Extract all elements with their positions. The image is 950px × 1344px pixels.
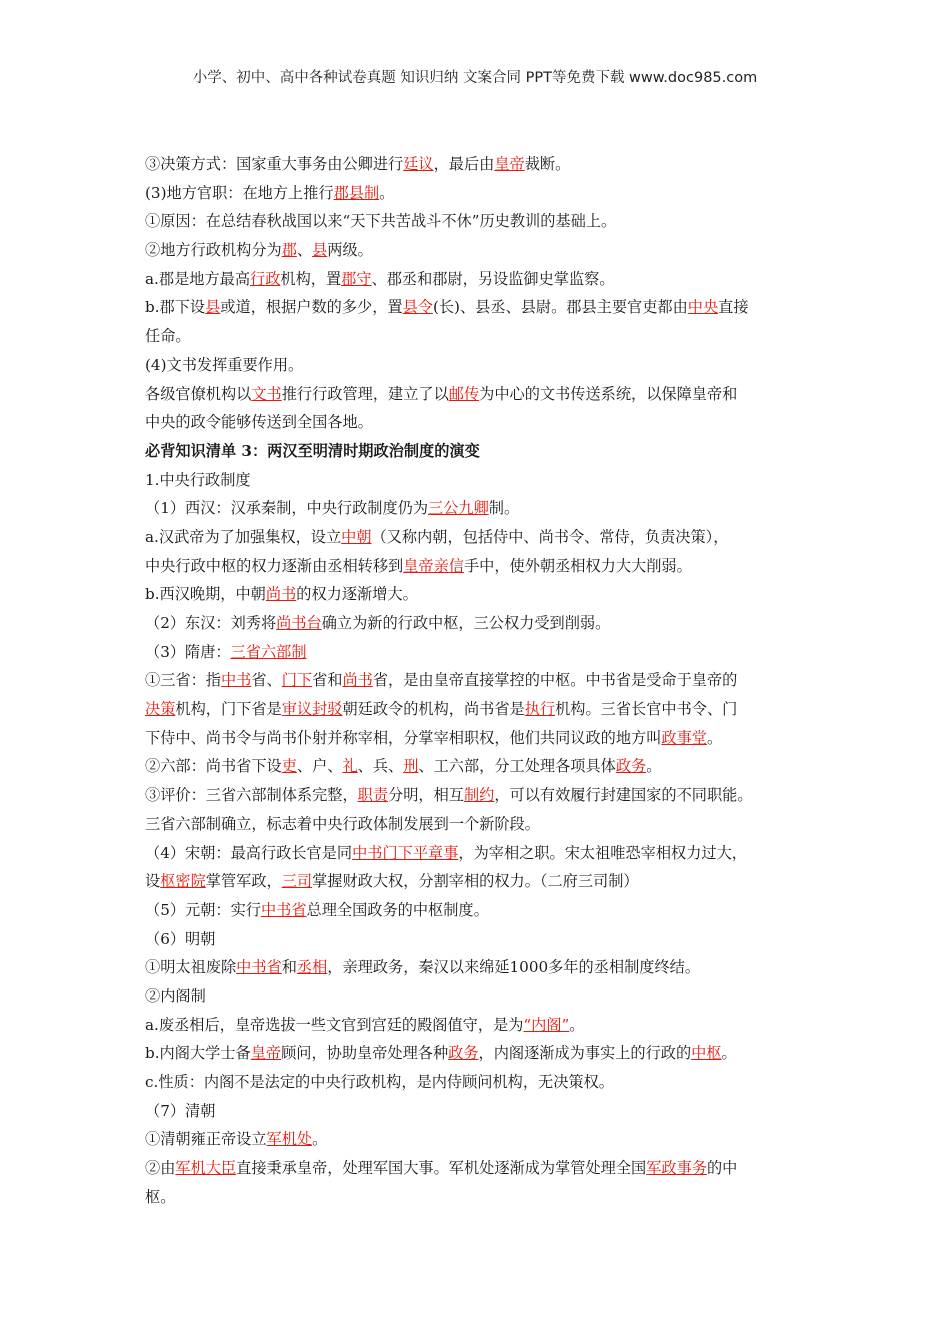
text-line bbox=[145, 179, 810, 208]
text-segment: a.废丞相后，皇帝选拔一些文官到宫廷的殿阁值守，是为 bbox=[145, 1015, 524, 1034]
keyword-blank: 丞相 bbox=[296, 958, 328, 977]
text-segment: ②内阁制 bbox=[145, 986, 206, 1005]
keyword-blank: 门下 bbox=[281, 671, 313, 690]
keyword-blank: 邮传 bbox=[448, 384, 480, 403]
text-segment: 直接秉承皇帝，处理军国大事。军机处逐渐成为掌管处理全国 bbox=[236, 1159, 647, 1178]
text-segment: ①三省：指 bbox=[145, 671, 221, 690]
text-segment: 或道，根据户数的多少，置 bbox=[220, 298, 403, 317]
keyword-blank: 三省六部制 bbox=[230, 642, 307, 661]
text-line bbox=[145, 839, 810, 868]
text-line bbox=[145, 150, 810, 179]
text-line bbox=[145, 1097, 810, 1126]
text-segment: （6）明朝 bbox=[145, 929, 216, 948]
text-line bbox=[145, 437, 810, 466]
text-line bbox=[145, 380, 810, 409]
keyword-blank: 执行 bbox=[524, 700, 556, 719]
text-segment: 、工六部，分工处理各项具体 bbox=[418, 757, 616, 776]
text-segment: (4)文书发挥重要作用。 bbox=[145, 355, 304, 374]
text-line bbox=[145, 1068, 810, 1097]
keyword-blank: 吏 bbox=[281, 757, 297, 776]
text-line bbox=[145, 867, 810, 896]
text-segment: ，最后由 bbox=[433, 155, 495, 173]
text-segment: 确立为新的行政中枢，三公权力受到削弱。 bbox=[321, 614, 611, 632]
text-segment: 推行行政管理，建立了以 bbox=[281, 384, 449, 403]
text-segment: （1）西汉：汉承秦制，中央行政制度仍为 bbox=[145, 499, 429, 518]
keyword-blank: 三公九卿 bbox=[428, 499, 489, 518]
text-line bbox=[145, 1011, 810, 1040]
text-segment: 机构。三省长官中书令、门 bbox=[555, 700, 738, 719]
text-line bbox=[145, 896, 810, 925]
text-segment: （2）东汉：刘秀将 bbox=[145, 614, 277, 632]
text-line bbox=[145, 953, 810, 982]
text-segment: ②地方行政机构分为 bbox=[145, 241, 282, 260]
text-line bbox=[145, 752, 810, 781]
keyword-blank: 中书省 bbox=[260, 900, 307, 919]
text-line bbox=[145, 552, 810, 581]
text-segment: a.汉武帝为了加强集权，设立 bbox=[145, 527, 342, 546]
text-segment: b.内阁大学士备 bbox=[145, 1044, 251, 1063]
text-segment: ②六部：尚书省下设 bbox=[145, 757, 282, 776]
text-segment: c.性质：内阁不是法定的中央行政机构，是内侍顾问机构，无决策权。 bbox=[145, 1073, 614, 1091]
text-line bbox=[145, 982, 810, 1011]
text-segment: （3）隋唐： bbox=[145, 642, 231, 661]
section-heading: 必背知识清单 3：两汉至明清时期政治制度的演变 bbox=[145, 441, 480, 460]
text-segment: 省、 bbox=[251, 671, 282, 690]
keyword-blank: 文书 bbox=[251, 384, 282, 403]
keyword-blank: 皇帝 bbox=[494, 155, 525, 173]
text-segment: ①原因：在总结春秋战国以来“天下共苦战斗不休”历史教训的基础上。 bbox=[145, 212, 617, 231]
keyword-blank: 中朝 bbox=[341, 527, 372, 546]
text-segment: ②由 bbox=[145, 1159, 176, 1178]
keyword-blank: 中央 bbox=[687, 298, 719, 317]
text-segment: ，为宰相之职。宋太祖唯恐宰相权力过大， bbox=[458, 843, 747, 862]
text-segment: ，可以有效履行封建国家的不同职能。 bbox=[494, 786, 753, 805]
text-segment: 枢。 bbox=[145, 1187, 176, 1206]
text-line bbox=[145, 494, 810, 523]
keyword-blank: 礼 bbox=[342, 757, 358, 776]
text-segment: 、郡丞和郡尉，另设监御史掌监察。 bbox=[371, 269, 615, 288]
text-segment: 顾问，协助皇帝处理各种 bbox=[281, 1044, 449, 1063]
keyword-blank: 郡 bbox=[281, 241, 297, 260]
keyword-blank: 中枢 bbox=[691, 1044, 722, 1063]
text-segment: 的权力逐渐增大。 bbox=[296, 585, 418, 604]
text-segment: 。 bbox=[379, 183, 395, 202]
text-segment: (长)、县丞、县尉。郡县主要官吏都由 bbox=[432, 298, 688, 317]
keyword-blank: 审议封驳 bbox=[281, 700, 343, 719]
text-line bbox=[145, 666, 810, 695]
text-segment: ，亲理政务，秦汉以来绵延1000多年的丞相制度终结。 bbox=[327, 958, 701, 977]
text-segment: 为中心的文书传送系统，以保障皇帝和 bbox=[479, 384, 738, 403]
text-segment: 。 bbox=[569, 1015, 585, 1034]
text-line bbox=[145, 580, 810, 609]
keyword-blank: 三司 bbox=[281, 872, 313, 891]
text-segment: 下侍中、尚书令与尚书仆射并称宰相，分掌宰相职权，他们共同议政的地方叫 bbox=[145, 728, 662, 747]
text-segment: ③决策方式：国家重大事务由公卿进行 bbox=[145, 155, 404, 173]
text-segment: 1.中央行政制度 bbox=[145, 470, 251, 489]
keyword-blank: 军机处 bbox=[266, 1130, 313, 1149]
text-segment: ①明太祖废除 bbox=[145, 958, 237, 977]
keyword-blank: 决策 bbox=[145, 700, 176, 719]
keyword-blank: 制约 bbox=[463, 786, 495, 805]
keyword-blank: 皇帝亲信 bbox=[403, 556, 464, 575]
text-segment: 三省六部制确立，标志着中央行政体制发展到一个新阶段。 bbox=[145, 814, 540, 833]
text-line bbox=[145, 207, 810, 236]
text-line bbox=[145, 466, 810, 495]
text-line bbox=[145, 925, 810, 954]
keyword-blank: 军政事务 bbox=[646, 1159, 707, 1178]
keyword-blank: 中书省 bbox=[236, 958, 282, 977]
text-segment: 的中 bbox=[706, 1159, 738, 1178]
keyword-blank: 中书 bbox=[220, 671, 252, 690]
text-segment: ③评价：三省六部制体系完整， bbox=[145, 786, 358, 805]
text-segment: 。 bbox=[646, 757, 662, 776]
text-segment: 总理全国政务的中枢制度。 bbox=[306, 900, 489, 919]
text-line bbox=[145, 523, 810, 552]
text-line bbox=[145, 351, 810, 380]
keyword-blank: 郡县制 bbox=[333, 183, 380, 202]
text-segment: 机构，置 bbox=[280, 269, 342, 288]
keyword-blank: 职责 bbox=[357, 786, 388, 805]
keyword-blank: 县 bbox=[205, 298, 221, 317]
keyword-blank: 军机大臣 bbox=[175, 1159, 237, 1178]
text-line bbox=[145, 1154, 810, 1183]
text-segment: 和 bbox=[281, 958, 297, 977]
text-segment: 各级官僚机构以 bbox=[145, 384, 252, 403]
keyword-blank: 政事堂 bbox=[661, 728, 707, 747]
keyword-blank: 尚书 bbox=[342, 671, 373, 690]
text-segment: 。 bbox=[706, 728, 723, 747]
keyword-blank: 尚书 bbox=[265, 585, 297, 604]
text-line bbox=[145, 236, 810, 265]
text-segment: 。 bbox=[721, 1044, 737, 1063]
text-segment: 设 bbox=[145, 872, 161, 891]
text-segment: 、兵、 bbox=[357, 757, 404, 776]
text-segment: 省和 bbox=[312, 671, 343, 690]
text-line bbox=[145, 265, 810, 294]
keyword-blank: 廷议 bbox=[403, 155, 434, 173]
text-segment: （又称内朝，包括侍中、尚书令、常侍，负责决策）， bbox=[371, 527, 729, 546]
text-segment: 。 bbox=[312, 1130, 328, 1149]
keyword-blank: 行政 bbox=[250, 269, 281, 288]
text-segment: 掌管军政， bbox=[205, 872, 282, 891]
text-segment: （7）清朝 bbox=[145, 1101, 216, 1120]
text-segment: 中央的政令能够传送到全国各地。 bbox=[145, 413, 373, 432]
text-segment: （4）宋朝：最高行政长官是同 bbox=[145, 843, 353, 862]
text-segment: 朝廷政令的机构，尚书省是 bbox=[342, 700, 525, 719]
keyword-blank: 政务 bbox=[615, 757, 647, 776]
page-header: 小学、初中、高中各种试卷真题 知识归纳 文案合同 PPT等免费下载 www.doc985.com bbox=[192, 70, 758, 86]
text-line bbox=[145, 322, 810, 351]
text-segment: 、户、 bbox=[296, 757, 343, 776]
text-segment: 裁断。 bbox=[524, 155, 571, 173]
text-segment: a.郡是地方最高 bbox=[145, 269, 251, 288]
text-line bbox=[145, 695, 810, 724]
text-segment: 任命。 bbox=[145, 327, 191, 346]
keyword-blank: 郡守 bbox=[341, 269, 372, 288]
text-line bbox=[145, 1183, 810, 1212]
text-segment: 手中，使外朝丞相权力大大削弱。 bbox=[463, 556, 692, 575]
keyword-blank: 中书门下平章事 bbox=[352, 843, 459, 862]
keyword-blank: 枢密院 bbox=[160, 872, 206, 891]
text-segment: 制。 bbox=[488, 499, 520, 518]
text-segment: 省，是由皇帝直接掌控的中枢。中书省是受命于皇帝的 bbox=[372, 671, 738, 690]
text-line bbox=[145, 1039, 810, 1068]
text-line bbox=[145, 781, 810, 810]
text-segment: 直接 bbox=[718, 298, 749, 317]
text-segment: （5）元朝：实行 bbox=[145, 900, 261, 919]
text-line bbox=[145, 724, 810, 753]
document-body bbox=[145, 150, 810, 1211]
keyword-blank: “内阁” bbox=[523, 1015, 570, 1034]
text-segment: b.西汉晚期，中朝 bbox=[145, 585, 266, 604]
text-segment: ①清朝雍正帝设立 bbox=[145, 1130, 267, 1149]
keyword-blank: 政务 bbox=[448, 1044, 479, 1063]
keyword-blank: 皇帝 bbox=[250, 1044, 282, 1063]
keyword-blank: 刑 bbox=[403, 757, 419, 776]
text-line bbox=[145, 638, 810, 667]
keyword-blank: 县 bbox=[312, 241, 328, 260]
text-line bbox=[145, 1125, 810, 1154]
keyword-blank: 县令 bbox=[402, 298, 433, 317]
text-line bbox=[145, 609, 810, 638]
text-segment: ，内阁逐渐成为事实上的行政的 bbox=[478, 1044, 692, 1063]
text-line bbox=[145, 408, 810, 437]
text-segment: 、 bbox=[296, 241, 313, 260]
text-segment: 分明，相互 bbox=[388, 786, 464, 805]
text-line bbox=[145, 810, 810, 839]
text-segment: 掌握财政大权，分割宰相的权力。（二府三司制） bbox=[312, 872, 639, 891]
text-segment: 两级。 bbox=[327, 241, 373, 260]
text-segment: 机构，门下省是 bbox=[175, 700, 282, 719]
keyword-blank: 尚书台 bbox=[276, 614, 322, 632]
text-segment: (3)地方官职：在地方上推行 bbox=[145, 183, 334, 202]
text-segment: b.郡下设 bbox=[145, 298, 206, 317]
text-segment: 中央行政中枢的权力逐渐由丞相转移到 bbox=[145, 556, 404, 575]
text-line bbox=[145, 293, 810, 322]
